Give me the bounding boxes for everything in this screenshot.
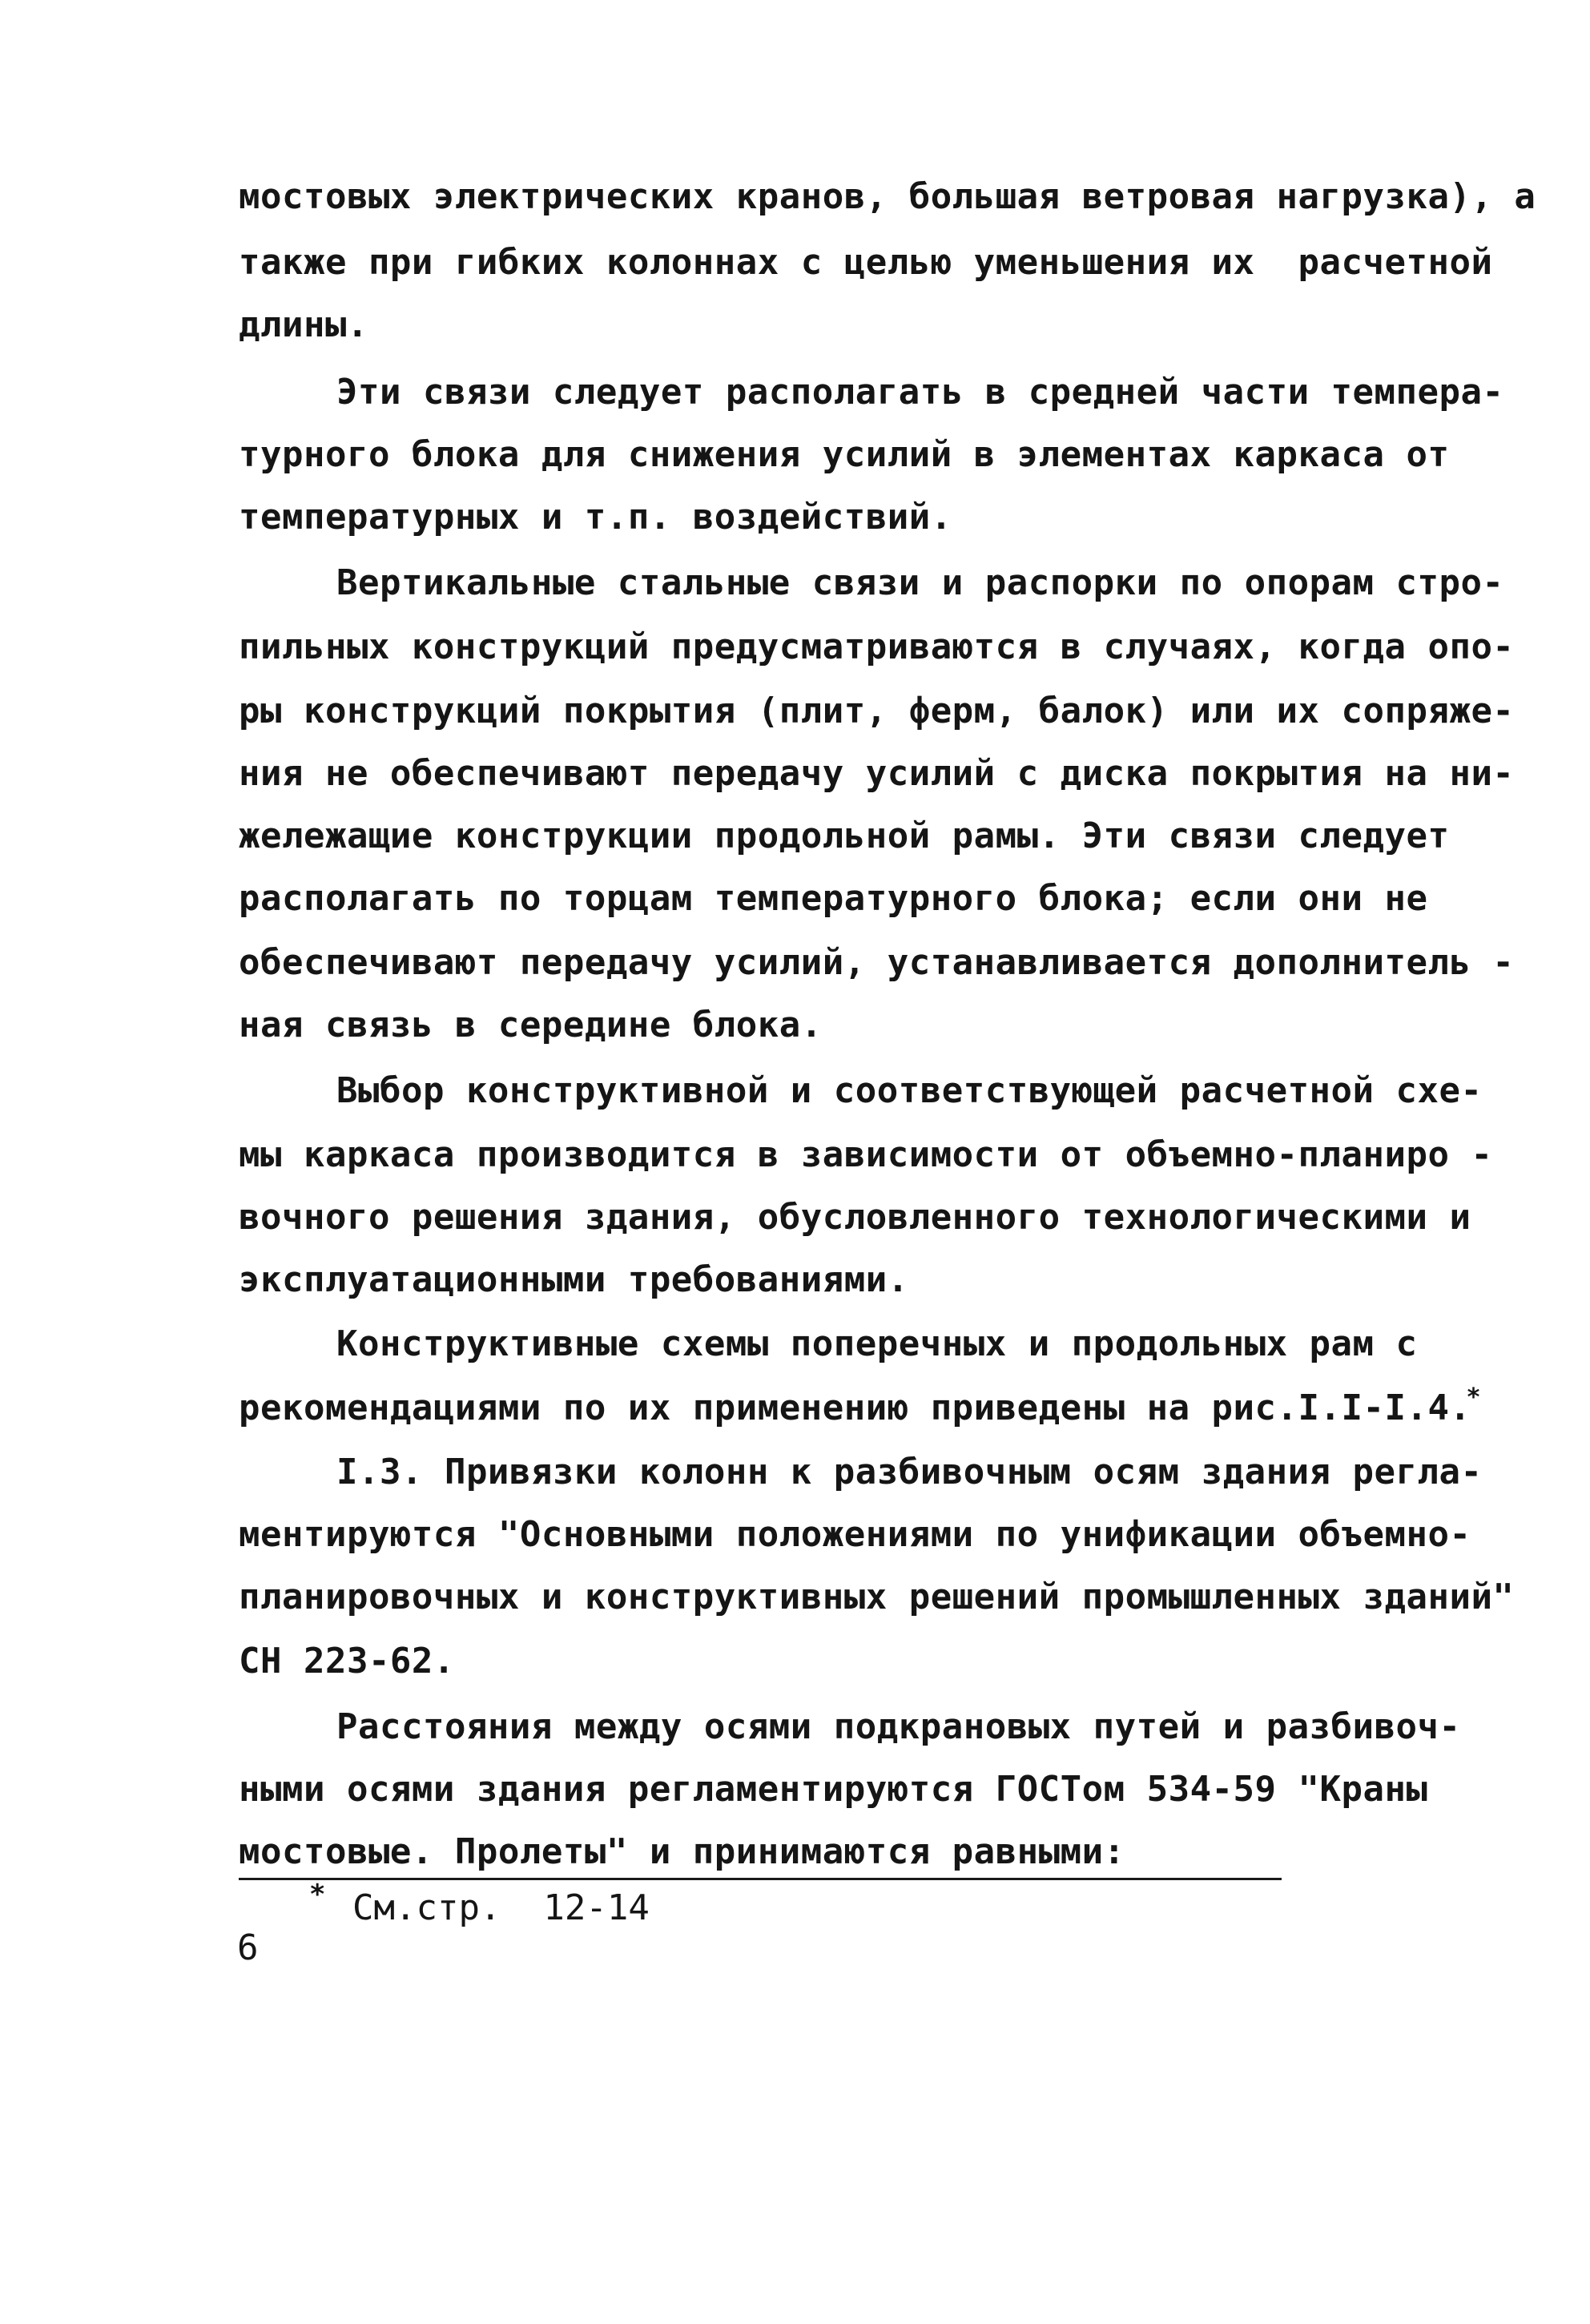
text-line: Выбор конструктивной и соответствующей расчетной схе- bbox=[336, 1070, 1483, 1111]
footnote-divider bbox=[239, 1878, 1282, 1880]
section-heading-line: I.3. Привязки колонн к разбивочным осям здания регла- bbox=[336, 1452, 1483, 1492]
text-line: температурных и т.п. воздействий. bbox=[239, 497, 952, 538]
text-line: ментируются "Основными положениями по унификации объемно- bbox=[239, 1514, 1471, 1555]
footnote-marker: * bbox=[309, 1879, 326, 1911]
text-line: рекомендациями по их применению приведены на рис.I.I-I.4. bbox=[239, 1388, 1471, 1428]
text-line: длины. bbox=[239, 304, 368, 345]
text-line: ными осями здания регламентируются ГОСТом 534-59 "Краны bbox=[239, 1769, 1428, 1810]
text-line: ная связь в середине блока. bbox=[239, 1005, 823, 1045]
text-line: пильных конструкций предусматриваются в случаях, когда опо- bbox=[239, 626, 1515, 667]
text-line: ры конструкций покрытия (плит, ферм, балок) или их сопряже- bbox=[239, 691, 1515, 731]
text-line: СН 223-62. bbox=[239, 1641, 455, 1682]
text-line: также при гибких колоннах с целью уменьшения их расчетной bbox=[239, 242, 1493, 283]
text-line: вочного решения здания, обусловленного технологическими и bbox=[239, 1197, 1471, 1238]
footnote-reference-mark: * bbox=[1466, 1384, 1482, 1412]
text-line: располагать по торцам температурного блока; если они не bbox=[239, 878, 1428, 919]
footnote-text: См.стр. 12-14 bbox=[352, 1887, 650, 1928]
text-line: Конструктивные схемы поперечных и продольных рам с bbox=[336, 1323, 1418, 1364]
text-line: мы каркаса производится в зависимости от объемно-планиро - bbox=[239, 1134, 1493, 1175]
text-line: ния не обеспечивают передачу усилий с диска покрытия на ни- bbox=[239, 753, 1515, 794]
text-line: Расстояния между осями подкрановых путей и разбивоч- bbox=[336, 1706, 1461, 1747]
text-line: планировочных и конструктивных решений промышленных зданий" bbox=[239, 1577, 1515, 1617]
text-line: жележащие конструкции продольной рамы. Эти связи следует bbox=[239, 816, 1450, 856]
text-line: мостовые. Пролеты" и принимаются равными: bbox=[239, 1831, 1125, 1872]
text-line: мостовых электрических кранов, большая ветровая нагрузка), а bbox=[239, 176, 1536, 217]
text-line-with-footnote-ref bbox=[239, 1386, 1481, 1435]
text-line: обеспечивают передачу усилий, устанавливается дополнитель - bbox=[239, 942, 1515, 983]
page-number: 6 bbox=[237, 1927, 259, 1968]
text-line: турного блока для снижения усилий в элементах каркаса от bbox=[239, 434, 1450, 475]
text-line: Вертикальные стальные связи и распорки по опорам стро- bbox=[336, 562, 1504, 603]
text-line: эксплуатационными требованиями. bbox=[239, 1259, 909, 1300]
text-line: Эти связи следует располагать в средней части темпера- bbox=[336, 372, 1504, 413]
